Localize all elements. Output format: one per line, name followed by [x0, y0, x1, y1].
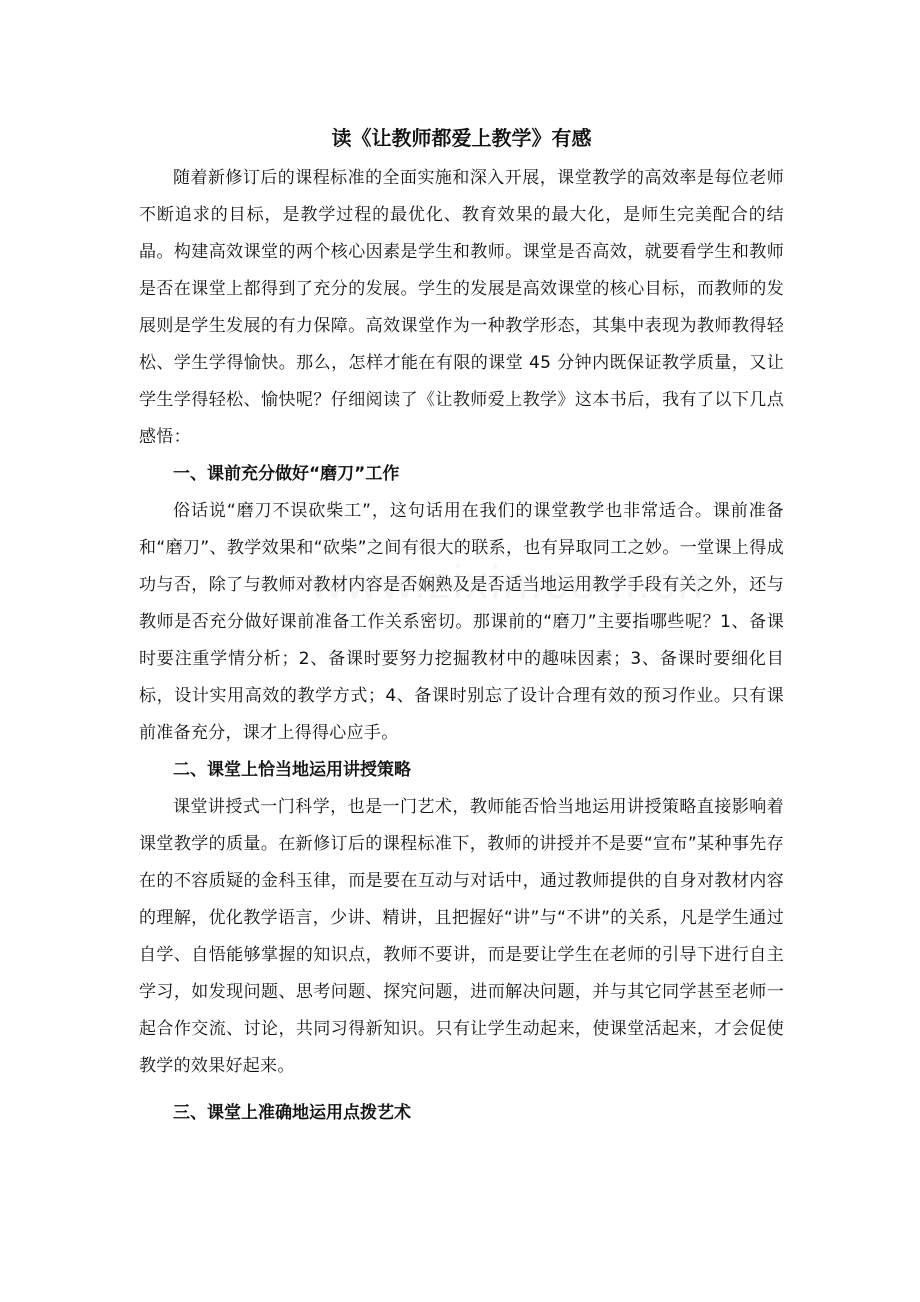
- section-3-heading: 三、课堂上准确地运用点拨艺术: [173, 1103, 411, 1123]
- document-page: [139, 120, 784, 1132]
- section-1-body: 俗话说“磨刀不误砍柴工”，这句话用在我们的课堂教学也非常适合。课前准备和“磨刀”、教学效果和“砍柴”之间有很大的联系，也有异取同工之妙。一堂课上得成功与否，除了与教师对教材内容是否娴熟及是否适当地运用教学手段有关之外，还与教师是否充分做好课前准备工作关系密切。那课前的“磨刀”主要指哪些呢？1、备课时要注重学情分析；2、备课时要努力挖掘教材中的趣味因素；3、备课时要细化目标，设计实用高效的教学方式；4、备课时别忘了设计合理有效的预习作业。只有课前准备充分，课才上得得心应手。: [139, 501, 784, 743]
- document-title: 读《让教师都爱上教学》有感: [331, 126, 592, 150]
- section-1-heading: 一、课前充分做好“磨刀”工作: [173, 464, 400, 484]
- section-2-body: 课堂讲授式一门科学，也是一门艺术，教师能否恰当地运用讲授策略直接影响着课堂教学的质量。在新修订后的课程标准下，教师的讲授并不是要“宣布”某种事先存在的不容质疑的金科玉律，而是要在互动与对话中，通过教师提供的自身对教材内容的理解，优化教学语言，少讲、精讲，且把握好“讲”与“不讲”的关系，凡是学生通过自学、自悟能够掌握的知识点，教师不要讲，而是要让学生在老师的引导下进行自主学习，如发现问题、思考问题、探究问题，进而解决问题，并与其它同学甚至老师一起合作交流、讨论，共同习得新知识。只有让学生动起来，使课堂活起来，才会促使教学的效果好起来。: [139, 797, 784, 1076]
- intro-paragraph: 随着新修订后的课程标准的全面实施和深入开展，课堂教学的高效率是每位老师不断追求的目标，是教学过程的最优化、教育效果的最大化，是师生完美配合的结晶。构建高效课堂的两个核心因素是学生和教师。课堂是否高效，就要看学生和教师是否在课堂上都得到了充分的发展。学生的发展是高效课堂的核心目标，而教师的发展则是学生发展的有力保障。高效课堂作为一种教学形态，其集中表现为教师教得轻松、学生学得愉快。那么，怎样才能在有限的课堂 45 分钟内既保证教学质量，又让学生学得轻松、愉快呢？仔细阅读了《让教师爱上教学》这本书后，我有了以下几点感悟：: [139, 168, 784, 447]
- section-2-heading: 二、课堂上恰当地运用讲授策略: [173, 760, 411, 780]
